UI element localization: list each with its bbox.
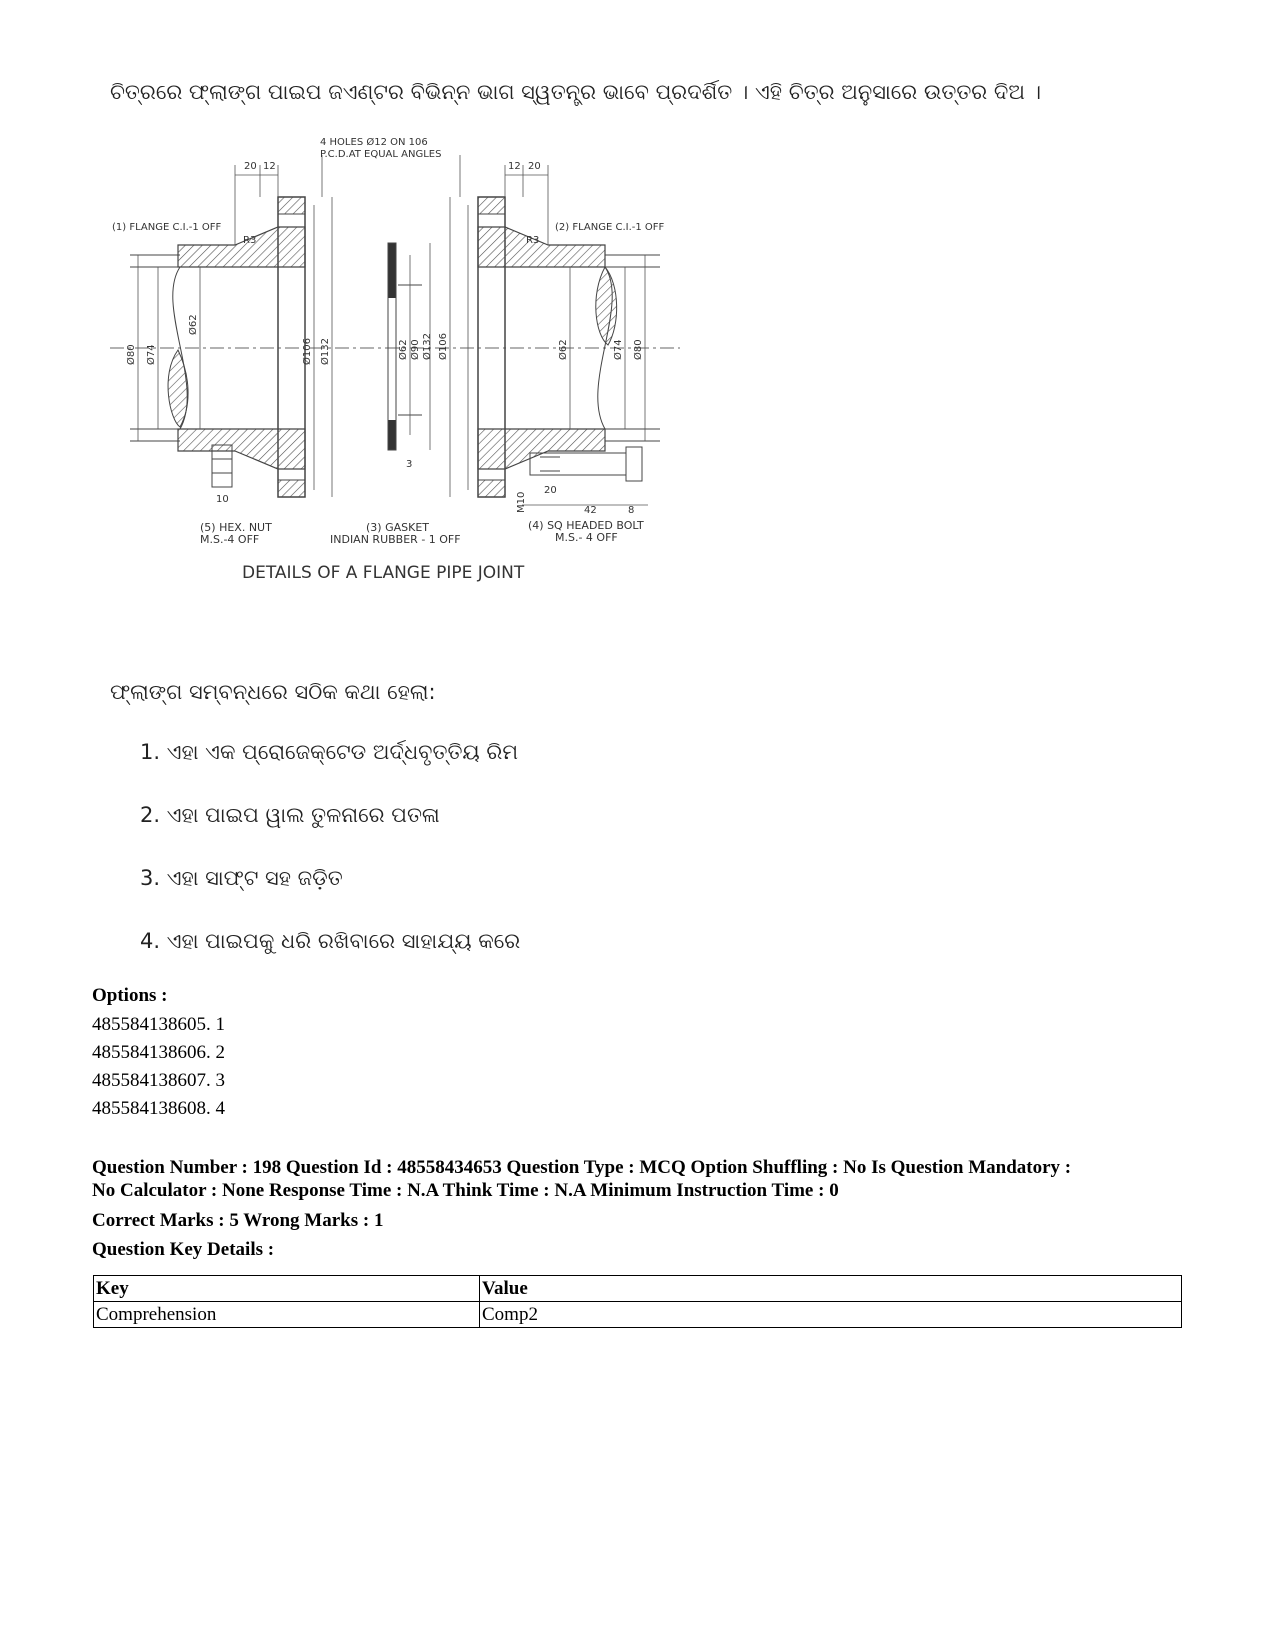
dim-right-80: Ø80: [633, 339, 644, 360]
dim-right-74: Ø74: [613, 339, 624, 360]
question-meta-line-2: No Calculator : None Response Time : N.A Think Time : N.A Minimum Instruction Time : 0: [92, 1180, 839, 1201]
dim-left-132: Ø132: [320, 338, 331, 365]
comprehension-intro: ଚିତ୍ରରେ ଫ୍ଲାଙ୍ଗ ପାଇପ ଜଏଣ୍ଟର ବିଭିନ୍ନ ଭାଗ ସ୍ୱତନ୍ତ୍ର ଭାବେ ପ୍ରଦର୍ଶିତ । ଏହି ଚିତ୍ର ଅନୁସାରେ ଉତ୍ତର ଦିଅ ।: [110, 80, 1042, 104]
dim-left-62: Ø62: [188, 314, 199, 335]
statement-4: 4. ଏହା ପାଇପକୁ ଧରି ରଖିବାରେ ସାହାଯ୍ୟ କରେ: [140, 929, 521, 953]
dim-left-12: 12: [263, 161, 276, 172]
flange-joint-diagram: [100, 135, 720, 610]
option-3: 485584138607. 3: [92, 1070, 225, 1091]
drawing-caption: DETAILS OF A FLANGE PIPE JOINT: [242, 563, 525, 583]
option-4: 485584138608. 4: [92, 1098, 225, 1119]
gasket-label-1: (3) GASKET: [366, 521, 429, 534]
dim-m10: M10: [516, 491, 527, 513]
statement-2: 2. ଏହା ପାଇପ ୱାଲ ତୁଳନାରେ ପତଳା: [140, 803, 440, 827]
value-cell: Comp2: [480, 1302, 1182, 1328]
dim-right-12: 12: [508, 161, 521, 172]
marks-line: Correct Marks : 5 Wrong Marks : 1: [92, 1210, 384, 1231]
question-text: ଫ୍ଲାଙ୍ଗ ସମ୍ବନ୍ଧରେ ସଠିକ କଥା ହେଲା:: [110, 680, 436, 704]
flange-joint-drawing: [100, 135, 720, 610]
option-1: 485584138605. 1: [92, 1014, 225, 1035]
dim-bolt-42: 42: [584, 505, 597, 516]
key-table-row: [94, 1302, 1182, 1328]
bolt-label-1: (4) SQ HEADED BOLT: [528, 519, 644, 532]
gasket-label-2: INDIAN RUBBER - 1 OFF: [330, 533, 461, 546]
value-header: Value: [480, 1276, 1182, 1302]
dim-bolt-8: 8: [628, 505, 635, 516]
dim-bolt-20: 20: [544, 485, 557, 496]
hex-nut-label-2: M.S.-4 OFF: [200, 533, 260, 546]
options-title: Options :: [92, 985, 168, 1006]
dim-gasket-132: Ø132: [422, 333, 433, 360]
flange-1-label: (1) FLANGE C.I.-1 OFF: [112, 222, 222, 233]
dim-left-20: 20: [244, 161, 257, 172]
statement-1: 1. ଏହା ଏକ ପ୍ରୋଜେକ୍ଟେଡ ଅର୍ଦ୍ଧବୃତ୍ତିୟ ରିମ: [140, 740, 519, 764]
option-2: 485584138606. 2: [92, 1042, 225, 1063]
key-cell: Comprehension: [94, 1302, 480, 1328]
hex-nut-label-1: (5) HEX. NUT: [200, 521, 272, 534]
sq-headed-bolt: [522, 447, 648, 505]
key-header: Key: [94, 1276, 480, 1302]
key-table-header-row: [94, 1276, 1182, 1302]
dim-left-74: Ø74: [146, 344, 157, 365]
holes-note-line-2: P.C.D.AT EQUAL ANGLES: [320, 149, 442, 160]
statement-3: 3. ଏହା ସାଫ୍ଟ ସହ ଜଡ଼ିତ: [140, 866, 343, 890]
dim-nut-10: 10: [216, 494, 229, 505]
flange-2-label: (2) FLANGE C.I.-1 OFF: [555, 222, 665, 233]
radius-left: R3: [243, 235, 257, 246]
dim-right-106: Ø106: [438, 333, 449, 360]
dim-gasket-3: 3: [406, 459, 413, 470]
holes-note-line-1: 4 HOLES Ø12 ON 106: [320, 137, 428, 148]
question-key-table: [93, 1275, 1182, 1328]
dim-gasket-90: Ø90: [410, 339, 421, 360]
key-details-title: Question Key Details :: [92, 1239, 275, 1260]
dim-right-20: 20: [528, 161, 541, 172]
dim-left-80: Ø80: [126, 344, 137, 365]
dim-right-62: Ø62: [558, 339, 569, 360]
bolt-label-2: M.S.- 4 OFF: [555, 531, 618, 544]
radius-right: R3: [526, 235, 540, 246]
dim-left-106: Ø106: [302, 338, 313, 365]
dim-gasket-62: Ø62: [398, 339, 409, 360]
question-meta-line-1: Question Number : 198 Question Id : 48558434653 Question Type : MCQ Option Shuffling : No Is Question Mandatory :: [92, 1157, 1072, 1178]
